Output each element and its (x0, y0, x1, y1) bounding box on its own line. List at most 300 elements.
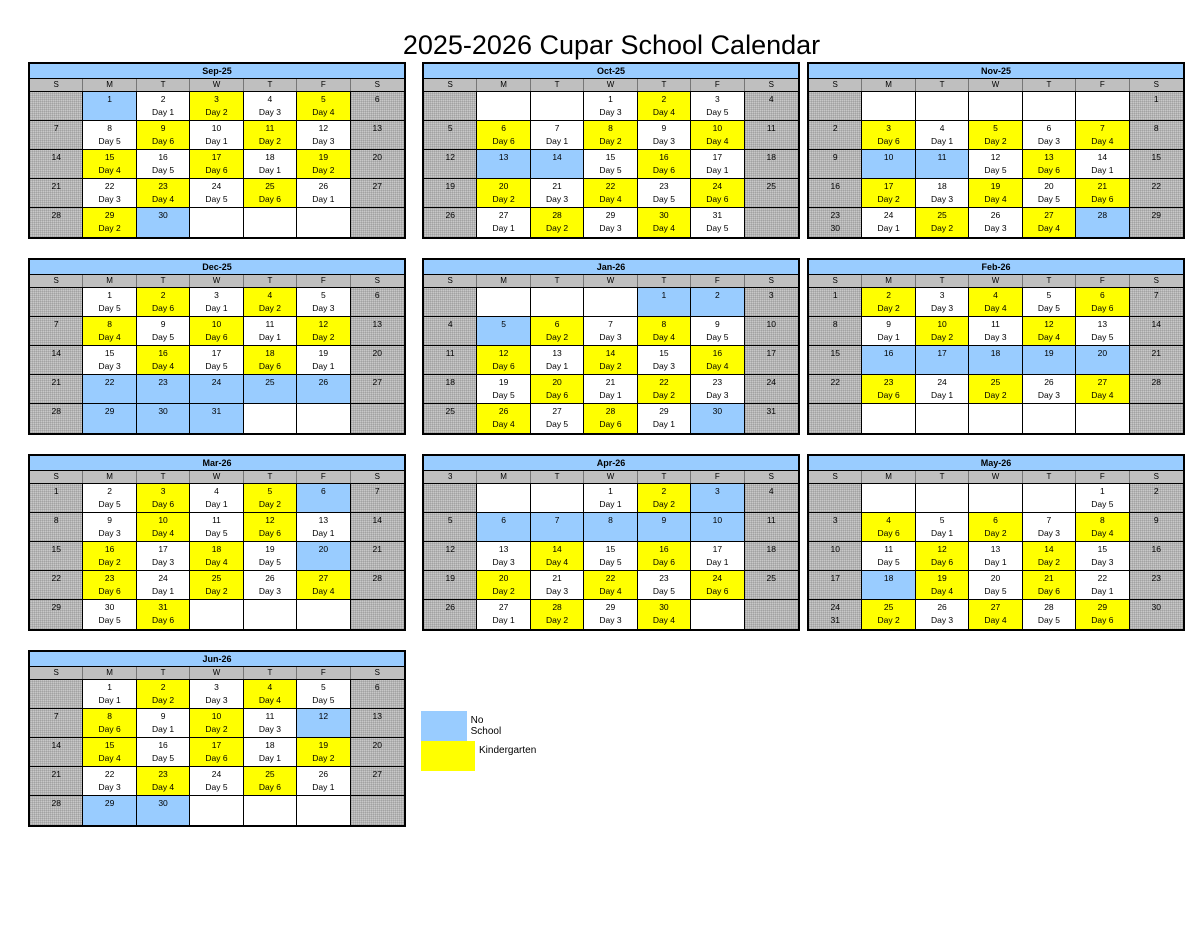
cycle-day-label: Day 4 (1091, 390, 1114, 400)
day-cell (244, 484, 297, 513)
day-number: 14 (552, 544, 562, 554)
day-number: 5 (447, 515, 453, 525)
day-cell (531, 121, 584, 150)
day-number: 27 (372, 769, 382, 779)
day-number: 24 (937, 377, 947, 387)
cycle-day-label: Day 4 (151, 528, 175, 538)
day-cell (424, 179, 477, 208)
day-cell (1076, 404, 1129, 433)
day-number: 24 (830, 602, 840, 612)
day-cell (351, 571, 404, 600)
weekday-label: M (83, 79, 136, 91)
cycle-day-label: Day 4 (706, 136, 729, 146)
cycle-day-label: Day 2 (492, 586, 515, 596)
day-number: 13 (372, 711, 382, 721)
day-cell (244, 542, 297, 571)
day-cell (83, 600, 136, 629)
day-number: 17 (766, 348, 776, 358)
day-number: 25 (211, 573, 222, 583)
day-cell (297, 796, 350, 825)
day-cell (297, 121, 350, 150)
cycle-day-label: Day 5 (1037, 615, 1061, 625)
weekday-label: T (638, 275, 691, 287)
cycle-day-label: Day 1 (492, 615, 515, 625)
month-sep-25 (28, 62, 406, 239)
weekday-label: S (30, 667, 83, 679)
weekday-label: S (374, 668, 380, 677)
cycle-day-label: Day 4 (652, 223, 676, 233)
day-number: 11 (884, 544, 894, 554)
day-number: 3 (214, 94, 219, 104)
day-number: 11 (937, 152, 947, 162)
day-cell (190, 484, 243, 513)
day-cell (531, 92, 584, 121)
day-cell (190, 738, 243, 767)
day-number: 13 (372, 319, 382, 329)
cycle-day-label: Day 1 (599, 390, 622, 400)
day-cell (244, 208, 297, 237)
day-number: 30 (659, 210, 669, 220)
day-cell (1023, 404, 1076, 433)
weekday-label: W (584, 275, 637, 287)
weekday-label: T (244, 79, 297, 91)
day-cell (862, 288, 915, 317)
day-number: 2 (886, 290, 891, 300)
day-cell (244, 738, 297, 767)
cycle-day-label: Day 2 (545, 332, 569, 342)
day-number: 6 (993, 515, 998, 525)
day-number: 10 (766, 319, 776, 329)
day-number: 15 (104, 740, 115, 750)
day-number: 22 (51, 573, 61, 583)
day-cell (351, 150, 404, 179)
day-cell (969, 542, 1022, 571)
day-cell (83, 150, 136, 179)
day-number: 14 (51, 348, 61, 358)
day-number: 11 (991, 319, 1000, 329)
day-number: 27 (498, 210, 509, 220)
day-cell (190, 680, 243, 709)
day-number: 10 (211, 319, 222, 329)
cycle-day-label: Day 3 (1037, 528, 1061, 538)
day-cell (244, 92, 297, 121)
day-cell (691, 179, 744, 208)
day-cell (1130, 92, 1183, 121)
day-cell (584, 484, 637, 513)
cycle-day-label: Day 6 (545, 390, 569, 400)
day-cell (745, 484, 798, 513)
day-number: 14 (1097, 152, 1108, 162)
day-cell (137, 317, 190, 346)
month-apr-26 (422, 454, 800, 631)
day-cell (691, 375, 744, 404)
day-cell (809, 317, 862, 346)
month-title: May-26 (809, 456, 1183, 471)
weekday-label: M (477, 275, 530, 287)
day-cell (1023, 150, 1076, 179)
day-number: 18 (265, 740, 275, 750)
day-cell (969, 317, 1022, 346)
day-number: 24 (883, 210, 894, 220)
day-cell (862, 179, 915, 208)
day-number: 5 (447, 123, 453, 133)
month-title: Oct-25 (424, 64, 798, 79)
day-number: 31 (766, 406, 776, 416)
day-cell (969, 288, 1022, 317)
day-number: 17 (211, 348, 222, 358)
day-cell (969, 92, 1022, 121)
day-number: 15 (104, 152, 115, 162)
day-number: 9 (714, 319, 720, 329)
cycle-day-label: Day 2 (258, 303, 282, 313)
day-number: 16 (1151, 544, 1161, 554)
day-cell (83, 709, 136, 738)
day-number: 20 (372, 740, 382, 750)
weekday-label: F (297, 471, 350, 483)
day-cell (809, 121, 862, 150)
day-number: 26 (318, 377, 329, 387)
day-cell (1023, 208, 1076, 237)
weekday-label: M (477, 471, 530, 483)
day-cell (691, 600, 744, 629)
day-cell (1076, 92, 1129, 121)
cycle-day-label: Day 5 (151, 753, 175, 763)
day-cell (531, 513, 584, 542)
weekday-label: T (137, 667, 190, 679)
weekday-label: M (477, 79, 530, 91)
day-cell (1023, 317, 1076, 346)
day-cell (862, 571, 915, 600)
day-number: 18 (211, 544, 222, 554)
day-cell (351, 709, 404, 738)
weeks (424, 288, 798, 433)
day-number: 6 (374, 290, 380, 300)
day-number: 21 (552, 181, 562, 191)
day-number: 19 (318, 348, 329, 358)
day-cell (1076, 484, 1129, 513)
cycle-day-label: Day 4 (652, 107, 676, 117)
cycle-day-label: Day 6 (205, 165, 228, 175)
day-number: 24 (766, 377, 776, 387)
day-cell (30, 92, 83, 121)
day-number: 7 (1099, 123, 1105, 133)
day-cell (190, 288, 243, 317)
weekday-label: W (969, 79, 1022, 91)
day-cell (969, 121, 1022, 150)
month-title: Apr-26 (424, 456, 798, 471)
day-cell (297, 680, 350, 709)
cycle-day-label: Day 3 (258, 724, 282, 734)
day-cell (137, 150, 190, 179)
cycle-day-label: Day 6 (1091, 194, 1114, 204)
day-cell (1130, 179, 1183, 208)
day-number: 18 (883, 573, 894, 583)
day-cell (691, 121, 744, 150)
day-number: 17 (883, 181, 894, 191)
cycle-day-label: Day 6 (151, 615, 175, 625)
day-number: 29 (104, 210, 115, 220)
day-cell (477, 484, 530, 513)
day-cell (745, 121, 798, 150)
day-cell (137, 179, 190, 208)
day-number: 19 (937, 573, 947, 583)
day-cell (477, 121, 530, 150)
weekday-label: F (297, 275, 350, 287)
cycle-day-label: Day 5 (98, 499, 121, 509)
day-number: 30 (712, 406, 723, 416)
day-cell (809, 179, 862, 208)
cycle-day-label: Day 5 (205, 528, 228, 538)
day-cell (190, 317, 243, 346)
month-jan-26 (422, 258, 800, 435)
day-cell (584, 375, 637, 404)
month-nov-25 (807, 62, 1185, 239)
cycle-day-label: Day 5 (706, 332, 729, 342)
day-number: 24 (712, 573, 723, 583)
day-number: 25 (265, 181, 275, 191)
day-cell (83, 738, 136, 767)
day-cell (83, 375, 136, 404)
day-cell (745, 571, 798, 600)
day-cell (244, 709, 297, 738)
day-number: 29 (1151, 210, 1161, 220)
day-cell (477, 600, 530, 629)
day-number: 12 (937, 544, 947, 554)
day-number: 16 (712, 348, 723, 358)
day-number: 31 (712, 210, 723, 220)
day-number: 8 (661, 319, 667, 329)
weeks (809, 288, 1183, 433)
cycle-day-label: Day 4 (1037, 332, 1061, 342)
weekday-label: T (244, 667, 297, 679)
day-cell (1076, 513, 1129, 542)
cycle-day-label: Day 2 (984, 528, 1007, 538)
day-number: 29 (605, 602, 616, 612)
day-cell (30, 542, 83, 571)
day-cell (862, 600, 915, 629)
day-number: 14 (605, 348, 616, 358)
day-cell (30, 346, 83, 375)
day-number: 4 (267, 682, 273, 692)
day-number: 27 (498, 602, 509, 612)
day-number: 24 (158, 573, 168, 583)
cycle-day-label: Day 2 (258, 136, 282, 146)
day-cell (638, 346, 691, 375)
day-number: 17 (158, 544, 168, 554)
day-cell (745, 375, 798, 404)
day-number: 7 (53, 711, 59, 721)
cycle-day-label: Day 3 (258, 107, 282, 117)
day-cell (244, 404, 297, 433)
day-number: 4 (939, 123, 945, 133)
day-number: 12 (990, 152, 1001, 162)
day-cell (584, 571, 637, 600)
weekday-label: W (190, 79, 243, 91)
day-cell (424, 346, 477, 375)
day-cell (137, 346, 190, 375)
day-number: 20 (372, 152, 382, 162)
day-cell (584, 600, 637, 629)
day-number: 6 (501, 123, 506, 133)
day-number: 21 (1097, 181, 1108, 191)
weekday-label: S (374, 276, 380, 285)
cycle-day-label: Day 6 (599, 419, 622, 429)
cycle-day-label: Day 6 (652, 165, 676, 175)
day-number: 20 (498, 573, 509, 583)
day-number: 9 (160, 319, 166, 329)
cycle-day-label: Day 2 (151, 695, 175, 705)
legend-item-kindergarten (421, 741, 536, 771)
weekday-label: M (862, 471, 915, 483)
day-number: 1 (107, 682, 112, 692)
day-cell (30, 680, 83, 709)
cycle-day-label: Day 3 (312, 303, 335, 313)
day-cell (1076, 150, 1129, 179)
cycle-day-label: Day 2 (930, 332, 954, 342)
day-cell (916, 179, 969, 208)
day-number: 4 (267, 290, 273, 300)
day-cell (916, 346, 969, 375)
day-number: 19 (990, 181, 1001, 191)
cycle-day-label: Day 6 (98, 586, 121, 596)
day-cell (1076, 542, 1129, 571)
cycle-day-label: Day 6 (1037, 165, 1061, 175)
day-number: 22 (1151, 181, 1161, 191)
day-number: 18 (990, 348, 1001, 358)
day-cell (351, 121, 404, 150)
cycle-day-label: Day 6 (930, 557, 954, 567)
day-cell (809, 208, 862, 237)
day-cell (638, 317, 691, 346)
month-feb-26 (807, 258, 1185, 435)
day-cell (244, 150, 297, 179)
cycle-day-label: Day 2 (984, 390, 1007, 400)
weekday-header (424, 79, 798, 92)
day-cell (244, 288, 297, 317)
weekday-label: S (1153, 472, 1159, 481)
day-cell (30, 288, 83, 317)
day-cell (137, 513, 190, 542)
day-cell (83, 92, 136, 121)
cycle-day-label: Day 1 (258, 753, 282, 763)
day-number: 8 (53, 515, 59, 525)
day-cell (638, 404, 691, 433)
day-cell (1023, 600, 1076, 629)
day-number: 13 (372, 123, 382, 133)
day-cell (1130, 317, 1183, 346)
day-number: 6 (374, 682, 380, 692)
day-number: 1 (107, 290, 112, 300)
day-cell (297, 288, 350, 317)
day-cell (351, 179, 404, 208)
day-number: 12 (498, 348, 509, 358)
day-cell (809, 375, 862, 404)
cycle-day-label: Day 5 (706, 223, 729, 233)
day-number: 30 (158, 406, 168, 416)
day-cell (190, 600, 243, 629)
cycle-day-label: Day 5 (545, 419, 569, 429)
cycle-day-label: Day 3 (930, 615, 954, 625)
day-number: 24 (211, 769, 222, 779)
day-cell (1130, 375, 1183, 404)
day-number: 19 (1044, 348, 1054, 358)
day-number: 19 (318, 740, 329, 750)
day-cell (809, 571, 862, 600)
day-number: 18 (937, 181, 947, 191)
day-number: 27 (318, 573, 329, 583)
day-cell (584, 92, 637, 121)
day-cell (584, 346, 637, 375)
weekday-label: S (424, 275, 477, 287)
cycle-day-label: Day 4 (545, 557, 569, 567)
day-number: 5 (267, 486, 273, 496)
day-cell (424, 571, 477, 600)
day-cell (1023, 288, 1076, 317)
day-number: 22 (605, 573, 616, 583)
day-cell (351, 288, 404, 317)
day-number: 4 (267, 94, 273, 104)
cycle-day-label: Day 1 (205, 499, 228, 509)
cycle-day-label: Day 3 (98, 782, 121, 792)
weekday-label: M (862, 275, 915, 287)
day-number: 6 (554, 319, 560, 329)
weekday-label: 3 (424, 471, 477, 483)
day-cell (83, 346, 136, 375)
day-number: 7 (554, 123, 560, 133)
day-cell (584, 317, 637, 346)
day-number: 19 (318, 152, 329, 162)
weeks (30, 288, 404, 433)
day-number: 27 (1044, 210, 1054, 220)
day-cell (351, 767, 404, 796)
day-cell (30, 513, 83, 542)
day-cell (691, 542, 744, 571)
day-cell (1023, 571, 1076, 600)
day-cell (424, 92, 477, 121)
day-number: 3 (214, 290, 219, 300)
cycle-day-label: Day 4 (98, 753, 121, 763)
day-number: 1 (661, 290, 667, 300)
day-cell (351, 317, 404, 346)
month-oct-25 (422, 62, 800, 239)
cycle-day-label: Day 1 (98, 695, 121, 705)
day-number: 23 (158, 181, 168, 191)
day-number: 27 (990, 602, 1001, 612)
day-number: 25 (937, 210, 947, 220)
day-cell (916, 404, 969, 433)
day-number: 18 (265, 152, 275, 162)
day-cell (691, 484, 744, 513)
day-number: 2 (832, 123, 838, 133)
day-number: 12 (318, 123, 329, 133)
day-number: 23 (883, 377, 894, 387)
day-number: 3 (886, 123, 891, 133)
day-number: 9 (661, 123, 667, 133)
day-cell (244, 375, 297, 404)
day-number: 5 (320, 94, 326, 104)
day-number: 8 (608, 123, 613, 133)
day-cell (244, 317, 297, 346)
day-cell (83, 513, 136, 542)
day-number: 14 (1151, 319, 1161, 329)
day-cell (638, 571, 691, 600)
day-cell (1023, 375, 1076, 404)
day-cell (190, 346, 243, 375)
day-cell (745, 288, 798, 317)
day-number: 17 (211, 152, 222, 162)
day-cell (137, 767, 190, 796)
day-number: 22 (830, 377, 840, 387)
